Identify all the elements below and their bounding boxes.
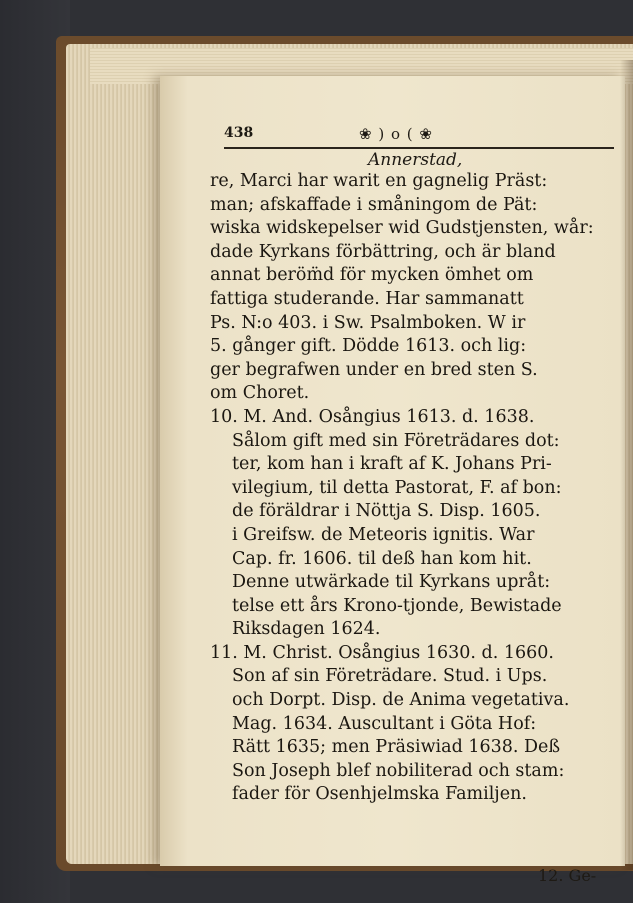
text-line: dade Kyrkans förbättring, och är bland: [210, 241, 556, 262]
page-shadow: [620, 60, 633, 870]
text-line: re, Marci har warit en gagnelig Präst:: [210, 171, 548, 191]
text-line: man; afskaffade i småningom de Pät:: [210, 194, 538, 215]
text-line: ger begrafwen under en bred sten S.: [210, 359, 538, 380]
text-line: i Greifsw. de Meteoris ignitis. War: [232, 524, 535, 545]
text-line: och Dorpt. Disp. de Anima vegetativa.: [232, 690, 570, 711]
text-line: annat beröm̈d för mycken ömhet om: [210, 265, 534, 286]
body-text: [210, 170, 624, 807]
text-line: Sålom gift med sin Företrädares dot:: [232, 430, 560, 451]
text-line: fader för Osenhjelmska Familjen.: [232, 784, 527, 805]
text-line: wiska widskepelser wid Gudstjensten, wår:: [210, 218, 594, 239]
running-head: Annerstad,: [368, 150, 463, 170]
entry-line: 10. M. And. Osångius 1613. d. 1638.: [210, 406, 535, 427]
text-line: telse ett års Krono-tjonde, Bewistade: [232, 595, 562, 616]
text-line: Son Joseph blef nobiliterad och stam:: [232, 760, 565, 781]
text-line: Denne utwärkade til Kyrkans upråt:: [232, 572, 551, 593]
catchword: 12. Ge-: [538, 866, 597, 885]
text-line: ter, kom han i kraft af K. Johans Pri-: [232, 454, 552, 475]
book-page: [160, 76, 625, 885]
text-line: Riksdagen 1624.: [232, 619, 381, 640]
page-header: [224, 125, 604, 147]
entry-line: 11. M. Christ. Osångius 1630. d. 1660.: [210, 642, 554, 663]
text-line: Mag. 1634. Auscultant i Göta Hof:: [232, 713, 537, 734]
text-line: vilegium, til detta Pastorat, F. af bon:: [232, 477, 562, 498]
header-ornament: ❀ ) o ( ❀: [359, 125, 433, 143]
text-line: om Choret.: [210, 383, 310, 404]
header-rule: [224, 147, 614, 149]
text-line: de föräldrar i Nöttja S. Disp. 1605.: [232, 501, 541, 522]
text-line: Rätt 1635; men Präsiwiad 1638. Deß: [232, 737, 561, 758]
text-line: fattiga studerande. Har sammanatt: [210, 288, 524, 309]
text-line: Cap. fr. 1606. til deß han kom hit.: [232, 548, 532, 569]
text-line: 5. gånger gift. Dödde 1613. och lig:: [210, 336, 527, 357]
text-line: Son af sin Företrädare. Stud. i Ups.: [232, 666, 548, 687]
text-line: Ps. N:o 403. i Sw. Psalmboken. W ir: [210, 312, 526, 333]
page-number: 438: [224, 125, 254, 141]
